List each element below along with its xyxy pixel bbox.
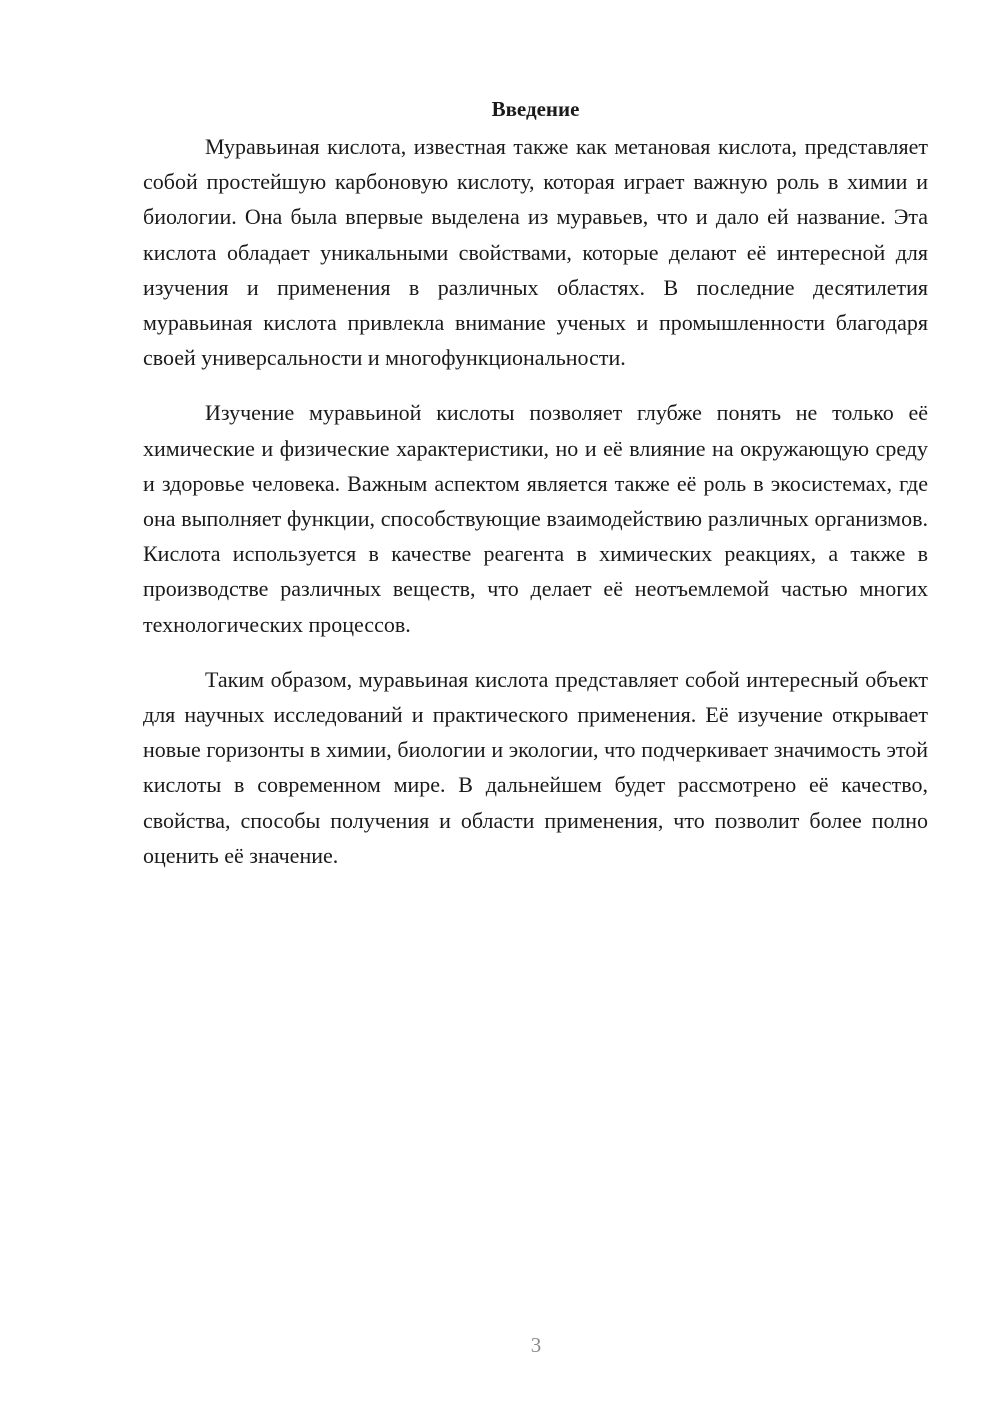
- paragraph-3: Таким образом, муравьиная кислота представляет собой интересный объект для научных исследований и практического применения. Её изучение открывает новые горизонты в химии, биологии и экологии, что подчеркивает значимость этой кислоты в современном мире. В дальнейшем будет рассмотрено её качество, свойства, способы получения и области применения, что позволит более полно оценить её значение.: [143, 666, 928, 868]
- paragraph-1: Муравьиная кислота, известная также как метановая кислота, представляет собой простейшую карбоновую кислоту, которая играет важную роль в химии и биологии. Она была впервые выделена из муравьев, что и дало ей название. Эта кислота обладает уникальными свойствами, которые делают её интересной для изучения и применения в различных областях. В последние десятилетия муравьиная кислота привлекла внимание ученых и промышленности благодаря своей универсальности и многофункциональности.: [143, 134, 928, 371]
- document-body: [143, 92, 928, 893]
- section-title: Введение: [491, 97, 580, 121]
- page-number: 3: [530, 1333, 542, 1357]
- paragraph-2: Изучение муравьиной кислоты позволяет глубже понять не только её химические и физические характеристики, но и её влияние на окружающую среду и здоровье человека. Важным аспектом является также её роль в экосистемах, где она выполняет функции, способствующие взаимодействию различных организмов. Кислота используется в качестве реагента в химических реакциях, а также в производстве различных веществ, что делает её неотъемлемой частью многих технологических процессов.: [143, 400, 928, 637]
